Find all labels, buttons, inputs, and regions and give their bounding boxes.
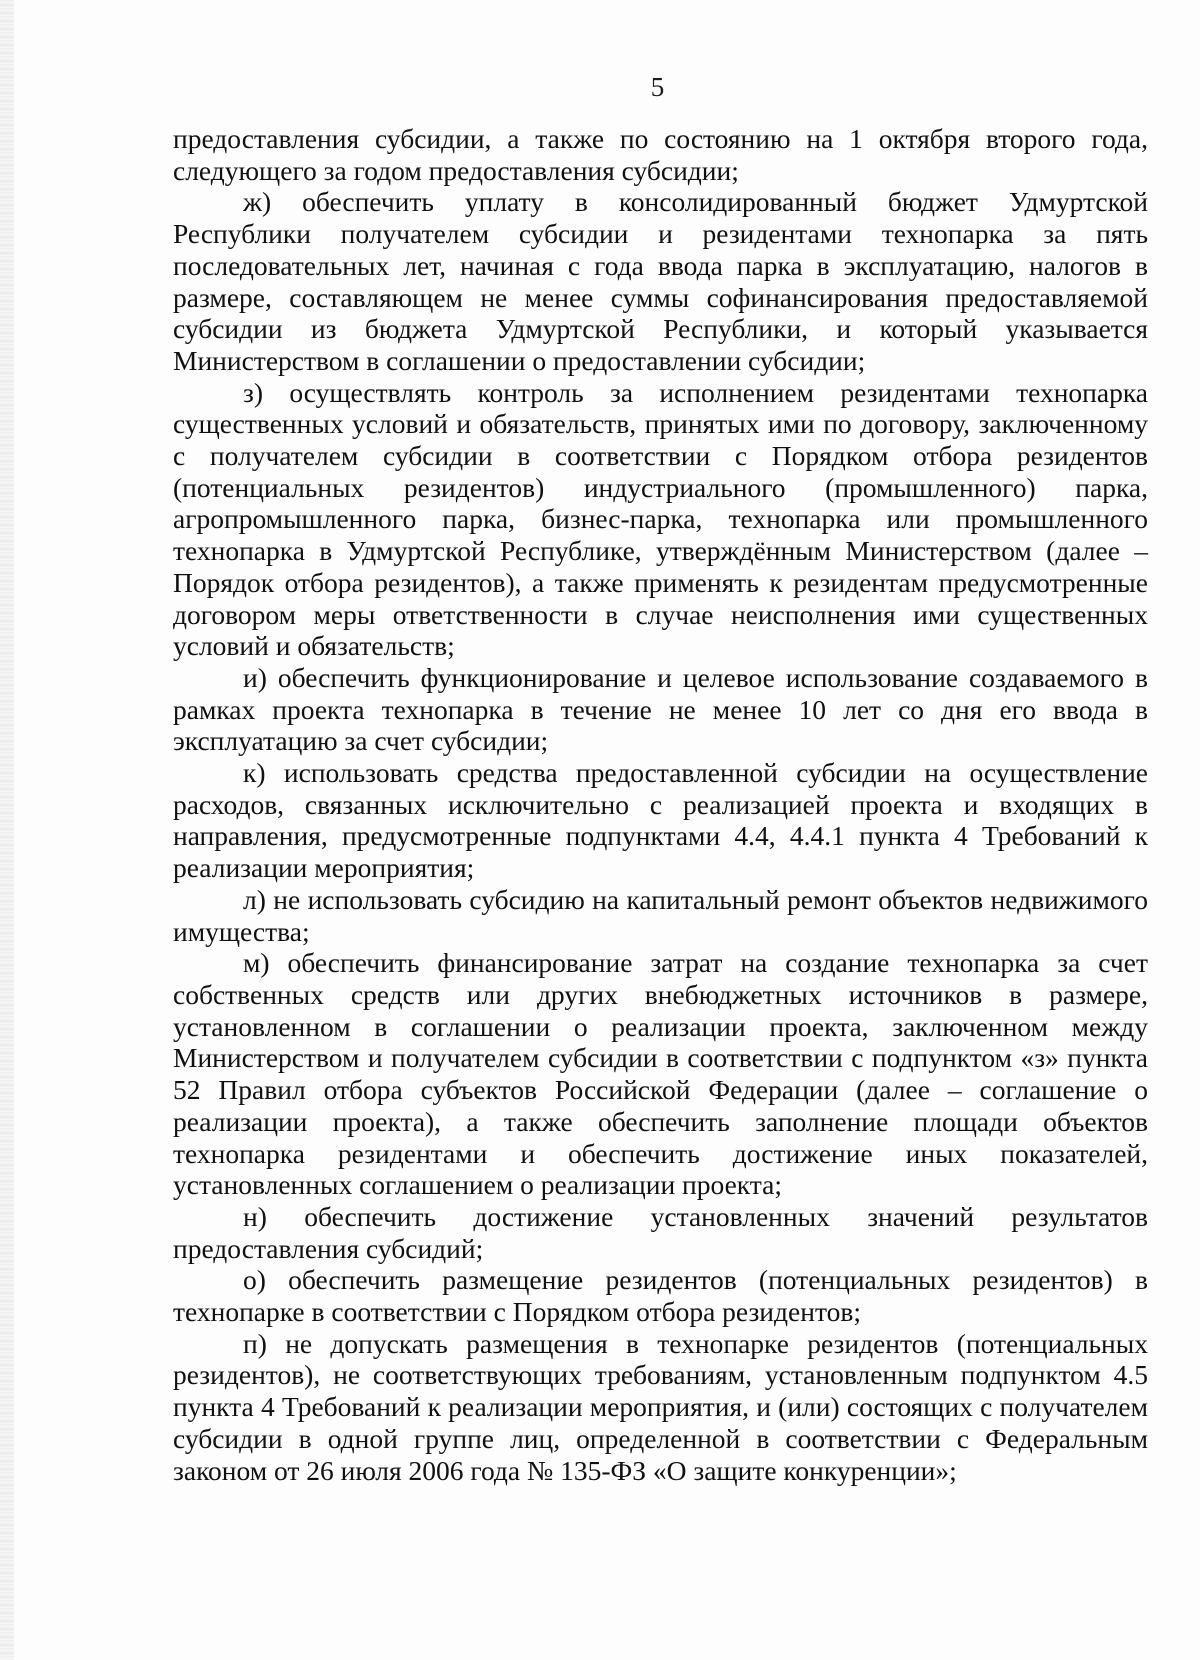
paragraph-p: п) не допускать размещения в технопарке резидентов (потенциальных резидентов), не соответствующих требованиям, установленным подпунктом 4.5 пункта 4 Требований к реализации мероприятия, и (или) состоящих с получателем субсидии в одной группе лиц, определенной в соответствии с Федеральным законом от 26 июля 2006 года № 135-ФЗ «О защите конкуренции»; bbox=[173, 1327, 1148, 1486]
paragraph-m: м) обеспечить финансирование затрат на создание технопарка за счет собственных средств или других внебюджетных источников в размере, установленном в соглашении о реализации проекта, заключенном между Министерством и получателем субсидии в соответствии с подпунктом «з» пункта 52 Правил отбора субъектов Российской Федерации (далее – соглашение о реализации проекта), а также обеспечить заполнение площади объектов технопарка резидентами и обеспечить достижение иных показателей, установленных соглашением о реализации проекта; bbox=[173, 947, 1148, 1201]
page-number: 5 bbox=[650, 72, 665, 102]
paragraph-l: л) не использовать субсидию на капитальный ремонт объектов недвижимого имущества; bbox=[173, 883, 1148, 947]
paragraph-k: к) использовать средства предоставленной субсидии на осуществление расходов, связанных исключительно с реализацией проекта и входящих в направления, предусмотренные подпунктами 4.4, 4.4.1 пункта 4 Требований к реализации мероприятия; bbox=[173, 757, 1148, 884]
paragraph-continuation: предоставления субсидии, а также по состоянию на 1 октября второго года, следующего за годом предоставления субсидии; bbox=[173, 123, 1148, 186]
paragraph-z: з) осуществлять контроль за исполнением резидентами технопарка существенных условий и обязательств, принятых ими по договору, заключенному с получателем субсидии в соответствии с Порядком отбора резидентов (потенциальных резидентов) индустриального (промышленного) парка, агропромышленного парка, бизнес-парка, технопарка или промышленного технопарка в Удмуртской Республике, утверждённым Министерством (далее – Порядок отбора резидентов), а также применять к резидентам предусмотренные договором меры ответственности в случае неисполнения ими существенных условий и обязательств; bbox=[173, 376, 1148, 662]
paragraph-i: и) обеспечить функционирование и целевое использование создаваемого в рамках проекта технопарка в течение не менее 10 лет со дня его ввода в эксплуатацию за счет субсидии; bbox=[173, 661, 1148, 757]
paragraph-o: о) обеспечить размещение резидентов (потенциальных резидентов) в технопарке в соответствии с Порядком отбора резидентов; bbox=[173, 1264, 1148, 1328]
scan-edge bbox=[0, 0, 14, 1660]
paragraph-n: н) обеспечить достижение установленных значений результатов предоставления субсидий; bbox=[173, 1200, 1148, 1264]
document-body bbox=[173, 123, 1148, 1486]
paragraph-zh: ж) обеспечить уплату в консолидированный бюджет Удмуртской Республики получателем субсидии и резидентами технопарка за пять последовательных лет, начиная с года ввода парка в эксплуатацию, налогов в размере, составляющем не менее суммы софинансирования предоставляемой субсидии из бюджета Удмуртской Республики, и который указывается Министерством в соглашении о предоставлении субсидии; bbox=[173, 186, 1148, 376]
